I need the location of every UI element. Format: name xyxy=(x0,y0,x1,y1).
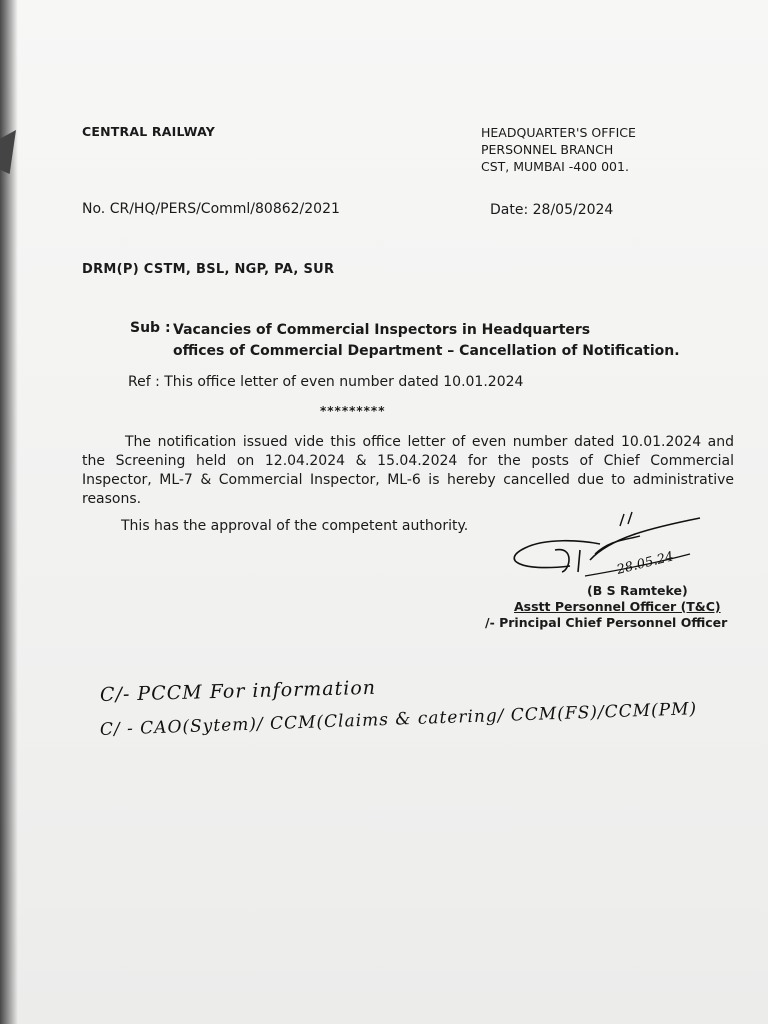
subject-text xyxy=(173,320,680,362)
office-address-line3: CST, MUMBAI -400 001. xyxy=(481,159,629,174)
subject-line2: offices of Commercial Department – Cancellation of Notification. xyxy=(173,343,680,359)
office-address xyxy=(481,124,636,175)
addressee: DRM(P) CSTM, BSL, NGP, PA, SUR xyxy=(82,262,335,277)
signature-date: 28.05.24 xyxy=(615,549,676,578)
signatory-name: (B S Ramteke) xyxy=(587,583,688,598)
handwritten-note-2: C/ - CAO(Sytem)/ CCM(Claims & catering/ CCM(FS)/CCM(PM) xyxy=(99,699,698,740)
office-address-line1: HEADQUARTER'S OFFICE xyxy=(481,125,636,140)
body-paragraph: The notification issued vide this office letter of even number dated 10.01.2024 and the Screening held on 12.04.2024 & 15.04.2024 for the posts of Chief Commercial Inspector, ML-7 & Commercial Inspector, ML-6 is hereby cancelled due to administrative reasons. xyxy=(82,434,734,507)
organization-name: CENTRAL RAILWAY xyxy=(82,124,216,139)
subject-line1: Vacancies of Commercial Inspectors in Headquarters xyxy=(173,322,591,338)
separator: ********* xyxy=(320,404,386,418)
handwritten-note-1: C/- PCCM For information xyxy=(99,676,377,706)
signatory-designation: Asstt Personnel Officer (T&C) xyxy=(514,599,721,614)
signature-scribble xyxy=(500,510,720,590)
approval-line: This has the approval of the competent authority. xyxy=(121,518,469,534)
signatory-for-line: /- Principal Chief Personnel Officer xyxy=(485,615,728,630)
letter-number: No. CR/HQ/PERS/Comml/80862/2021 xyxy=(82,201,340,217)
reference-line: Ref : This office letter of even number dated 10.01.2024 xyxy=(128,374,524,390)
office-address-line2: PERSONNEL BRANCH xyxy=(481,142,614,157)
subject-label: Sub : xyxy=(130,320,171,336)
letter-date: Date: 28/05/2024 xyxy=(490,202,614,218)
